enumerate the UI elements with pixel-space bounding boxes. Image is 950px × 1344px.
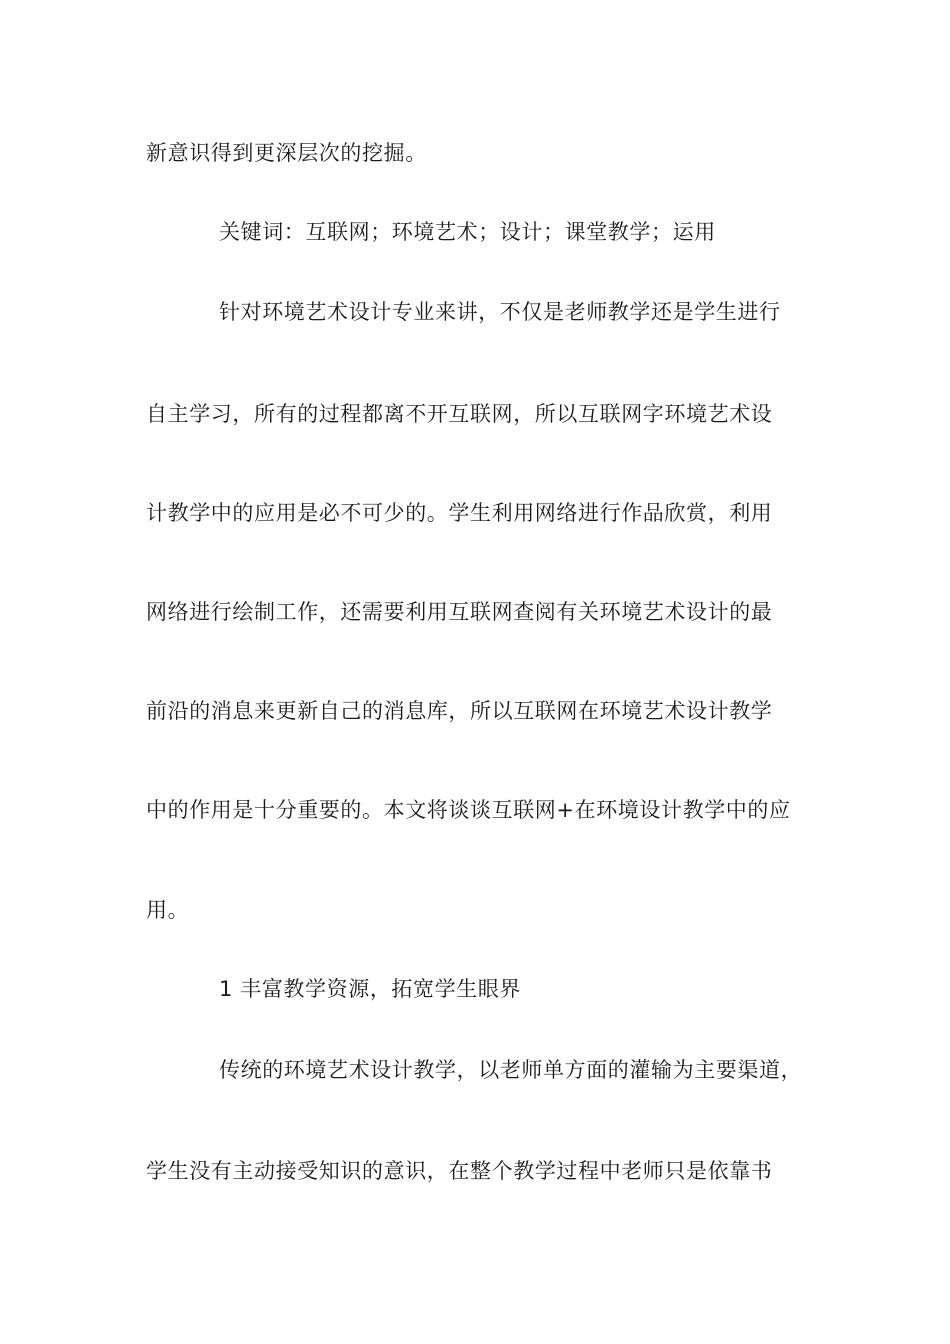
paragraph-line: 学生没有主动接受知识的意识，在整个教学过程中老师只是依靠书 <box>146 1159 773 1183</box>
keywords-line: 关键词：互联网；环境艺术；设计；课堂教学；运用 <box>219 220 716 244</box>
paragraph-line: 传统的环境艺术设计教学，以老师单方面的灌输为主要渠道， <box>219 1058 803 1082</box>
paragraph-line: 针对环境艺术设计专业来讲，不仅是老师教学还是学生进行 <box>219 300 781 324</box>
paragraph-line: 新意识得到更深层次的挖掘。 <box>146 141 427 165</box>
paragraph-line: 计教学中的应用是必不可少的。学生利用网络进行作品欣赏，利用 <box>146 501 773 525</box>
paragraph-line: 前沿的消息来更新自己的消息库，所以互联网在环境艺术设计教学 <box>146 699 773 723</box>
paragraph-line: 网络进行绘制工作，还需要利用互联网查阅有关环境艺术设计的最 <box>146 600 773 624</box>
paragraph-line: 用。 <box>146 898 190 922</box>
section-heading: 1 丰富教学资源，拓宽学生眼界 <box>219 977 522 1001</box>
paragraph-line: 中的作用是十分重要的。本文将谈谈互联网+在环境设计教学中的应 <box>146 798 791 822</box>
paragraph-line: 自主学习，所有的过程都离不开互联网，所以互联网字环境艺术设 <box>146 402 773 426</box>
